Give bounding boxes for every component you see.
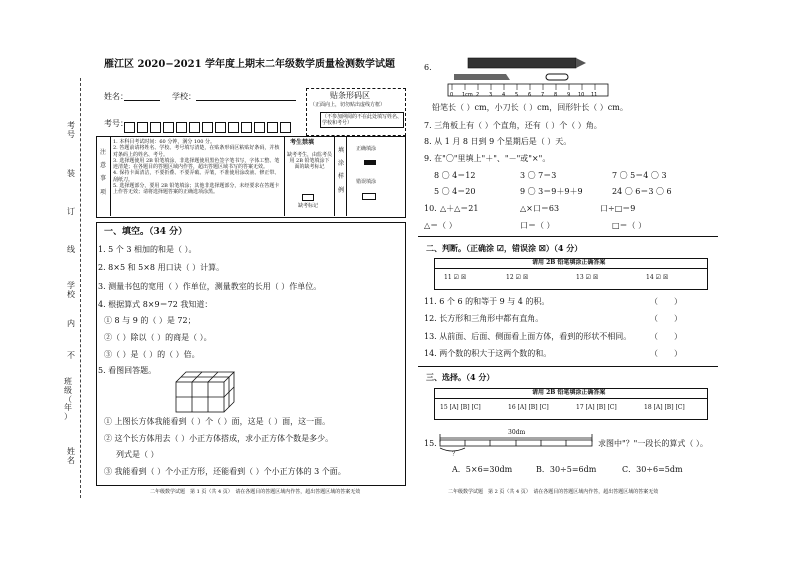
q9-item: 8 〇 4＝12 [434, 171, 476, 180]
judge-bracket: （ ） [650, 314, 682, 323]
correct-fill-sample [364, 160, 376, 165]
q1: 1. 5 个 3 相加的和是（ ）。 [98, 245, 197, 254]
q5-4: ③ 我能看到（ ）个小正方形，还能看到（ ）个小正方体的 3 个面。 [104, 467, 346, 476]
page2-footer: 二年级数学试题 第 2 页（共 4 页） 请在各题目的答题区域内作答，超出答题区域的答案无效 [448, 489, 659, 495]
cuboid-figure [174, 370, 238, 414]
judge-bracket: （ ） [650, 332, 682, 341]
binding-char: 装 [67, 169, 75, 178]
svg-text:9: 9 [567, 92, 571, 98]
binding-char: 内 [67, 319, 75, 328]
q15-text: 求图中"？"一段长的算式（ ）。 [598, 439, 708, 448]
barcode-subtitle: （正面向上，切勿贴出虚线方框） [310, 102, 386, 108]
segment-question-label: ？ [452, 451, 459, 458]
binding-char: 线 [67, 245, 75, 254]
section-divider [418, 366, 718, 367]
exam-title: 雁江区 2020−2021 学年度上期末二年级数学质量检测数学试题 [104, 59, 396, 70]
section1-title: 一、填空。（34 分） [104, 227, 188, 237]
wrong-fill-label: 错误填涂 [356, 179, 377, 185]
q8: 8. 从 1 月 8 日到 9 个星期后是（ ）天。 [424, 137, 572, 146]
choice-answer-title: 请用 2B 铅笔填涂正确答案 [532, 389, 606, 396]
candidate-mark-title: 考生禁填 [290, 139, 315, 146]
q5-1: ① 上图长方体我能看到（ ）个（ ）面，这是（ ）面，这一面。 [104, 417, 331, 426]
choice-bubble[interactable]: 16 [A] [B] [C] [508, 404, 549, 411]
school-label: 学校： [172, 92, 196, 101]
q4-1: ① 8 与 9 的（ ）是 72； [104, 316, 196, 325]
q15-option: B．30÷5=6dm [536, 465, 597, 474]
q9-item: 3 〇 7＝3 [520, 171, 557, 180]
q9-item: 24 〇 6＝3 〇 6 [612, 187, 672, 196]
note-item: 1. 本科目考试时间：60 分钟，满分 100 分。 [113, 139, 216, 145]
binding-name-label: 姓 名 [67, 447, 75, 465]
svg-text:2: 2 [476, 92, 480, 98]
choice-bubble[interactable]: 17 [A] [B] [C] [576, 404, 617, 411]
q15-option: A．5×6=30dm [452, 465, 513, 474]
q10-answer: □＝（ ） [612, 221, 647, 230]
absent-note: 缺考考生，由监考员用 2B 铅笔填涂下面的缺考标记 [287, 152, 333, 170]
judge-bracket: （ ） [650, 297, 682, 306]
q9: 9. 在"〇"里填上"＋"、"－"或"×"。 [424, 154, 551, 163]
q9-item: 5 〇 4＝20 [434, 187, 476, 196]
absent-mark-label: 缺考标记 [298, 203, 319, 209]
section2-title: 二、判断。（正确涂 ☑，错误涂 ☒）（4 分） [426, 243, 583, 253]
judge-answer-divider [434, 268, 708, 269]
q15-option: C．30÷6=5dm [622, 465, 683, 474]
svg-text:6: 6 [528, 92, 532, 98]
choice-answer-divider [434, 398, 708, 399]
q6-text: 铅笔长（ ）cm，小刀长（ ）cm，回形针长（ ）cm。 [432, 103, 628, 112]
note-item: 3. 选择题使用 2B 铅笔填涂，非选择题使用黑色签字笔书写，字体工整、笔迹清楚；在各题目的答题区域内作答，超出答题区域书写的答案无效。 [113, 157, 280, 170]
svg-text:11: 11 [591, 92, 598, 98]
notes-list [113, 139, 282, 195]
q10-item: 口÷□＝9 [600, 204, 636, 213]
judge-bubble[interactable]: 11 ☑ ☒ [444, 274, 467, 281]
q3: 3. 测量书包的宽用（ ）作单位，测量教室的长用（ ）作单位。 [98, 282, 322, 291]
absent-mark-box[interactable] [302, 194, 314, 201]
q6-number: 6. [424, 63, 432, 72]
binding-char: 不 [67, 351, 75, 360]
q11: 11. 6 个 6 的和等于 9 与 4 的积。 [424, 297, 550, 306]
q5-2: ② 这个长方体用去（ ）小正方体搭成，求小正方体个数是多少。 [104, 434, 334, 443]
svg-text:10: 10 [578, 92, 585, 98]
notes-divider [334, 136, 335, 216]
exam-no-boxes[interactable] [124, 117, 293, 136]
binding-dashed-line [80, 78, 81, 498]
binding-char: 订 [67, 207, 75, 216]
q10-number: 10. [424, 204, 437, 213]
q7: 7. 三角板上有（ ）个直角，还有（ ）个（ ）角。 [424, 121, 602, 130]
q5-3: 列式是（ ） [116, 450, 159, 459]
page1-footer: 二年级数学试题 第 1 页（共 4 页） 请在各题目的答题区域内作答，超出答题区域的答案无效 [150, 489, 361, 495]
judge-bubble[interactable]: 13 ☑ ☒ [576, 274, 599, 281]
section-divider [418, 236, 718, 237]
name-field[interactable] [124, 100, 160, 101]
notes-divider [110, 136, 111, 216]
q10-answer: △＝（ ） [424, 221, 457, 230]
ruler-figure [446, 56, 610, 98]
svg-text:1cm: 1cm [462, 92, 473, 98]
choice-bubble[interactable]: 15 [A] [B] [C] [440, 404, 481, 411]
q12: 12. 长方形和三角形中都有直角。 [424, 314, 544, 323]
section3-title: 三、选择。（4 分） [426, 372, 495, 382]
judge-bracket: （ ） [650, 349, 682, 358]
q2: 2. 8×5 和 5×8 用口诀（ ）计算。 [98, 263, 225, 272]
segment-total-label: 30dm [508, 429, 526, 436]
notes-divider [346, 136, 347, 216]
wrong-fill-sample [362, 193, 376, 200]
svg-text:4: 4 [502, 92, 506, 98]
binding-exam-no-label: 考 号 [67, 121, 75, 139]
q15-number: 15. [424, 439, 437, 448]
note-item: 2. 答题前请将姓名、学校、考号填写清楚，在贴条形码区粘贴好条码，并核对条码上的姓名、考号。 [113, 145, 280, 158]
notes-side-label: 注 意 事 项 [99, 149, 106, 196]
school-field[interactable] [196, 100, 296, 101]
judge-bubble[interactable]: 12 ☑ ☒ [506, 274, 529, 281]
q4: 4. 根据算式 8×9＝72 我知道： [98, 300, 213, 309]
svg-text:7: 7 [541, 92, 545, 98]
notes-divider [284, 136, 285, 216]
svg-text:5: 5 [515, 92, 519, 98]
correct-fill-label: 正确填涂 [356, 146, 377, 152]
binding-school-label: 学 校 [67, 281, 75, 299]
svg-text:0: 0 [450, 92, 454, 98]
judge-answer-title: 请用 2B 铅笔填涂正确答案 [532, 259, 606, 266]
name-label: 姓名： [104, 92, 128, 101]
q9-item: 9 〇 3＝9＋9＋9 [520, 187, 583, 196]
fill-example-label: 填 涂 样 例 [337, 147, 344, 194]
q4-3: ③（ ）是（ ）的（ ）倍。 [104, 350, 200, 359]
barcode-title: 贴条形码区 [330, 91, 370, 100]
binding-class-label: 班 级 （ 年 ） [64, 377, 72, 422]
note-item: 4. 保持卡面清洁，不要折叠、不要弄破、弄皱，不准使用涂改液、修正带、刮纸刀。 [113, 170, 280, 183]
q10-answer: 口＝（ ） [520, 221, 555, 230]
svg-text:8: 8 [554, 92, 558, 98]
q4-2: ②（ ）除以（ ）的商是（ ）。 [104, 333, 212, 342]
q13: 13. 从前面、后面、侧面看上面方体，看到的形状不相同。 [424, 332, 632, 341]
q14: 14. 两个数的积大于这两个数的和。 [424, 349, 552, 358]
exam-no-label: 考号： [104, 119, 128, 128]
q9-item: 7 〇 5＝4 〇 3 [612, 171, 667, 180]
q5: 5. 看图回答题。 [98, 366, 157, 375]
barcode-warning: （不参加网阅的不在此处填写姓名、学校和考号） [322, 114, 403, 126]
choice-bubble[interactable]: 18 [A] [B] [C] [644, 404, 685, 411]
svg-text:3: 3 [489, 92, 493, 98]
q10-item: △×口＝63 [520, 204, 560, 213]
judge-bubble[interactable]: 14 ☑ ☒ [646, 274, 669, 281]
q10-item: △＋△＝21 [440, 204, 479, 213]
note-item: 5. 选择题部分，要用 2B 铅笔填涂；其他非选择题部分，未经要求在答题卡上作答无效；请将选择题答案的正确选项涂黑。 [113, 182, 280, 195]
